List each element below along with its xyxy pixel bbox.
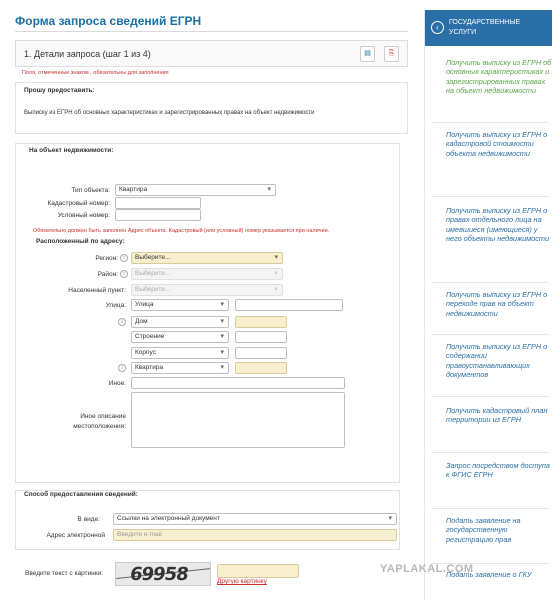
request-section	[15, 82, 408, 134]
captcha-refresh-link[interactable]: Другую картинку	[217, 578, 267, 585]
locality-value: Выберите...	[135, 286, 171, 293]
house-type-value: Дом	[135, 318, 148, 325]
email-label: Адрес электронной	[46, 532, 105, 539]
korpus-type-value: Корпус	[135, 349, 156, 356]
object-section-label: На объект недвижимости:	[29, 147, 114, 154]
object-type-label: Тип объекта:	[71, 187, 110, 194]
object-type-select[interactable]	[115, 184, 276, 196]
korpus-input[interactable]	[235, 347, 287, 359]
house-input[interactable]	[235, 316, 287, 328]
captcha-image	[115, 562, 211, 586]
other-label: Иное:	[108, 380, 126, 387]
building-type-value: Строение	[135, 333, 165, 340]
request-label: Прошу предоставить:	[24, 87, 95, 94]
district-value: Выберите...	[135, 270, 171, 277]
conditional-label: Условный номер:	[57, 212, 110, 219]
step-header	[15, 40, 408, 67]
sidebar-item-territory-plan[interactable]: Получить кадастровый план территории из ЕГРН	[446, 406, 548, 425]
sidebar-item-gku[interactable]: Подать заявление о ГКУ	[446, 570, 532, 579]
sidebar-divider	[431, 196, 549, 197]
sidebar-item-person-rights[interactable]: Получить выписку из ЕГРН о правах отдельного лица на имевшиеся (имеющиеся) у него объекты недвижимости	[446, 206, 550, 244]
email-placeholder: Введите e-mail	[117, 531, 162, 538]
view-label: В виде:	[77, 516, 100, 523]
conditional-input[interactable]	[115, 209, 201, 221]
pdf-icon[interactable]: ⎘	[384, 46, 399, 62]
district-info-icon[interactable]: i	[120, 270, 128, 278]
district-label: Район:	[97, 271, 118, 278]
sidebar	[424, 10, 552, 600]
captcha-text: 69958	[128, 564, 190, 585]
region-value: Выберите...	[135, 254, 171, 261]
flat-info-icon[interactable]: i	[118, 364, 126, 372]
sidebar-item-basic-extract[interactable]: Получить выписку из ЕГРН об основных характеристиках и зарегистрированных правах на объект недвижимости	[446, 58, 552, 96]
address-label: Расположенный по адресу:	[36, 238, 125, 245]
region-select[interactable]	[131, 252, 283, 264]
sidebar-item-rights-transfer[interactable]: Получить выписку из ЕГРН о переходе прав на объект недвижимости	[446, 290, 548, 318]
back-icon[interactable]: ‹	[431, 21, 444, 34]
street-type-select[interactable]	[131, 299, 229, 311]
other-desc-label-1: Иное описание	[80, 413, 126, 420]
required-note: Поля, отмеченные знаком , обязательны для заполнения	[22, 70, 169, 76]
other-desc-label-2: местоположения:	[73, 423, 126, 430]
view-select[interactable]	[113, 513, 397, 525]
flat-input[interactable]	[235, 362, 287, 374]
sidebar-divider	[431, 452, 549, 453]
other-description-textarea[interactable]	[131, 392, 345, 448]
house-info-icon[interactable]: i	[118, 318, 126, 326]
region-info-icon[interactable]: i	[120, 254, 128, 262]
captcha-input[interactable]	[217, 564, 299, 578]
title-divider	[15, 31, 408, 32]
house-type-select[interactable]	[131, 316, 229, 328]
print-icon[interactable]: ▤	[360, 46, 375, 62]
street-label: Улица:	[105, 302, 126, 309]
delivery-section-label: Способ предоставления сведений:	[24, 491, 138, 498]
page-title: Форма запроса сведений ЕГРН	[15, 14, 202, 28]
cadastral-input[interactable]	[115, 197, 201, 209]
street-input[interactable]	[235, 299, 343, 311]
sidebar-divider	[431, 508, 549, 509]
address-warning: Обязательно должен быть заполнен Адрес объекта. Кадастровый (или условный) номер указывается при наличии.	[33, 228, 330, 234]
captcha-label: Введите текст с картинки:	[25, 570, 104, 577]
locality-label: Населенный пункт:	[68, 287, 126, 294]
cadastral-label: Кадастровый номер:	[47, 200, 110, 207]
view-value: Ссылки на электронный документ	[117, 515, 220, 522]
street-type-value: Улица	[135, 301, 154, 308]
request-value: Выписку из ЕГРН об основных характеристиках и зарегистрированных правах на объект недвижимости	[24, 110, 315, 116]
sidebar-item-title-documents[interactable]: Получить выписку из ЕГРН о содержании правоустанавливающих документов	[446, 342, 548, 380]
building-input[interactable]	[235, 331, 287, 343]
sidebar-item-registration[interactable]: Подать заявление на государственную регистрацию прав	[446, 516, 521, 544]
sidebar-item-cadastral-value[interactable]: Получить выписку из ЕГРН о кадастровой стоимости объекта недвижимости	[446, 130, 548, 158]
korpus-type-select[interactable]	[131, 347, 229, 359]
region-label: Регион:	[95, 255, 118, 262]
watermark: YAPLAKAL.COM	[380, 563, 474, 575]
sidebar-divider	[431, 396, 549, 397]
sidebar-divider	[431, 334, 549, 335]
sidebar-divider	[431, 282, 549, 283]
other-input[interactable]	[131, 377, 345, 389]
sidebar-title: ГОСУДАРСТВЕННЫЕ УСЛУГИ	[449, 19, 521, 36]
email-input[interactable]	[113, 529, 397, 541]
flat-type-select[interactable]	[131, 362, 229, 374]
locality-select[interactable]	[131, 284, 283, 296]
flat-type-value: Квартира	[135, 364, 164, 371]
step-title: 1. Детали запроса (шаг 1 из 4)	[24, 49, 151, 59]
object-type-value: Квартира	[119, 186, 148, 193]
district-select[interactable]	[131, 268, 283, 280]
sidebar-item-fgis-access[interactable]: Запрос посредством доступа к ФГИС ЕГРН	[446, 461, 550, 480]
sidebar-divider	[431, 122, 549, 123]
building-type-select[interactable]	[131, 331, 229, 343]
sidebar-header	[425, 10, 552, 46]
